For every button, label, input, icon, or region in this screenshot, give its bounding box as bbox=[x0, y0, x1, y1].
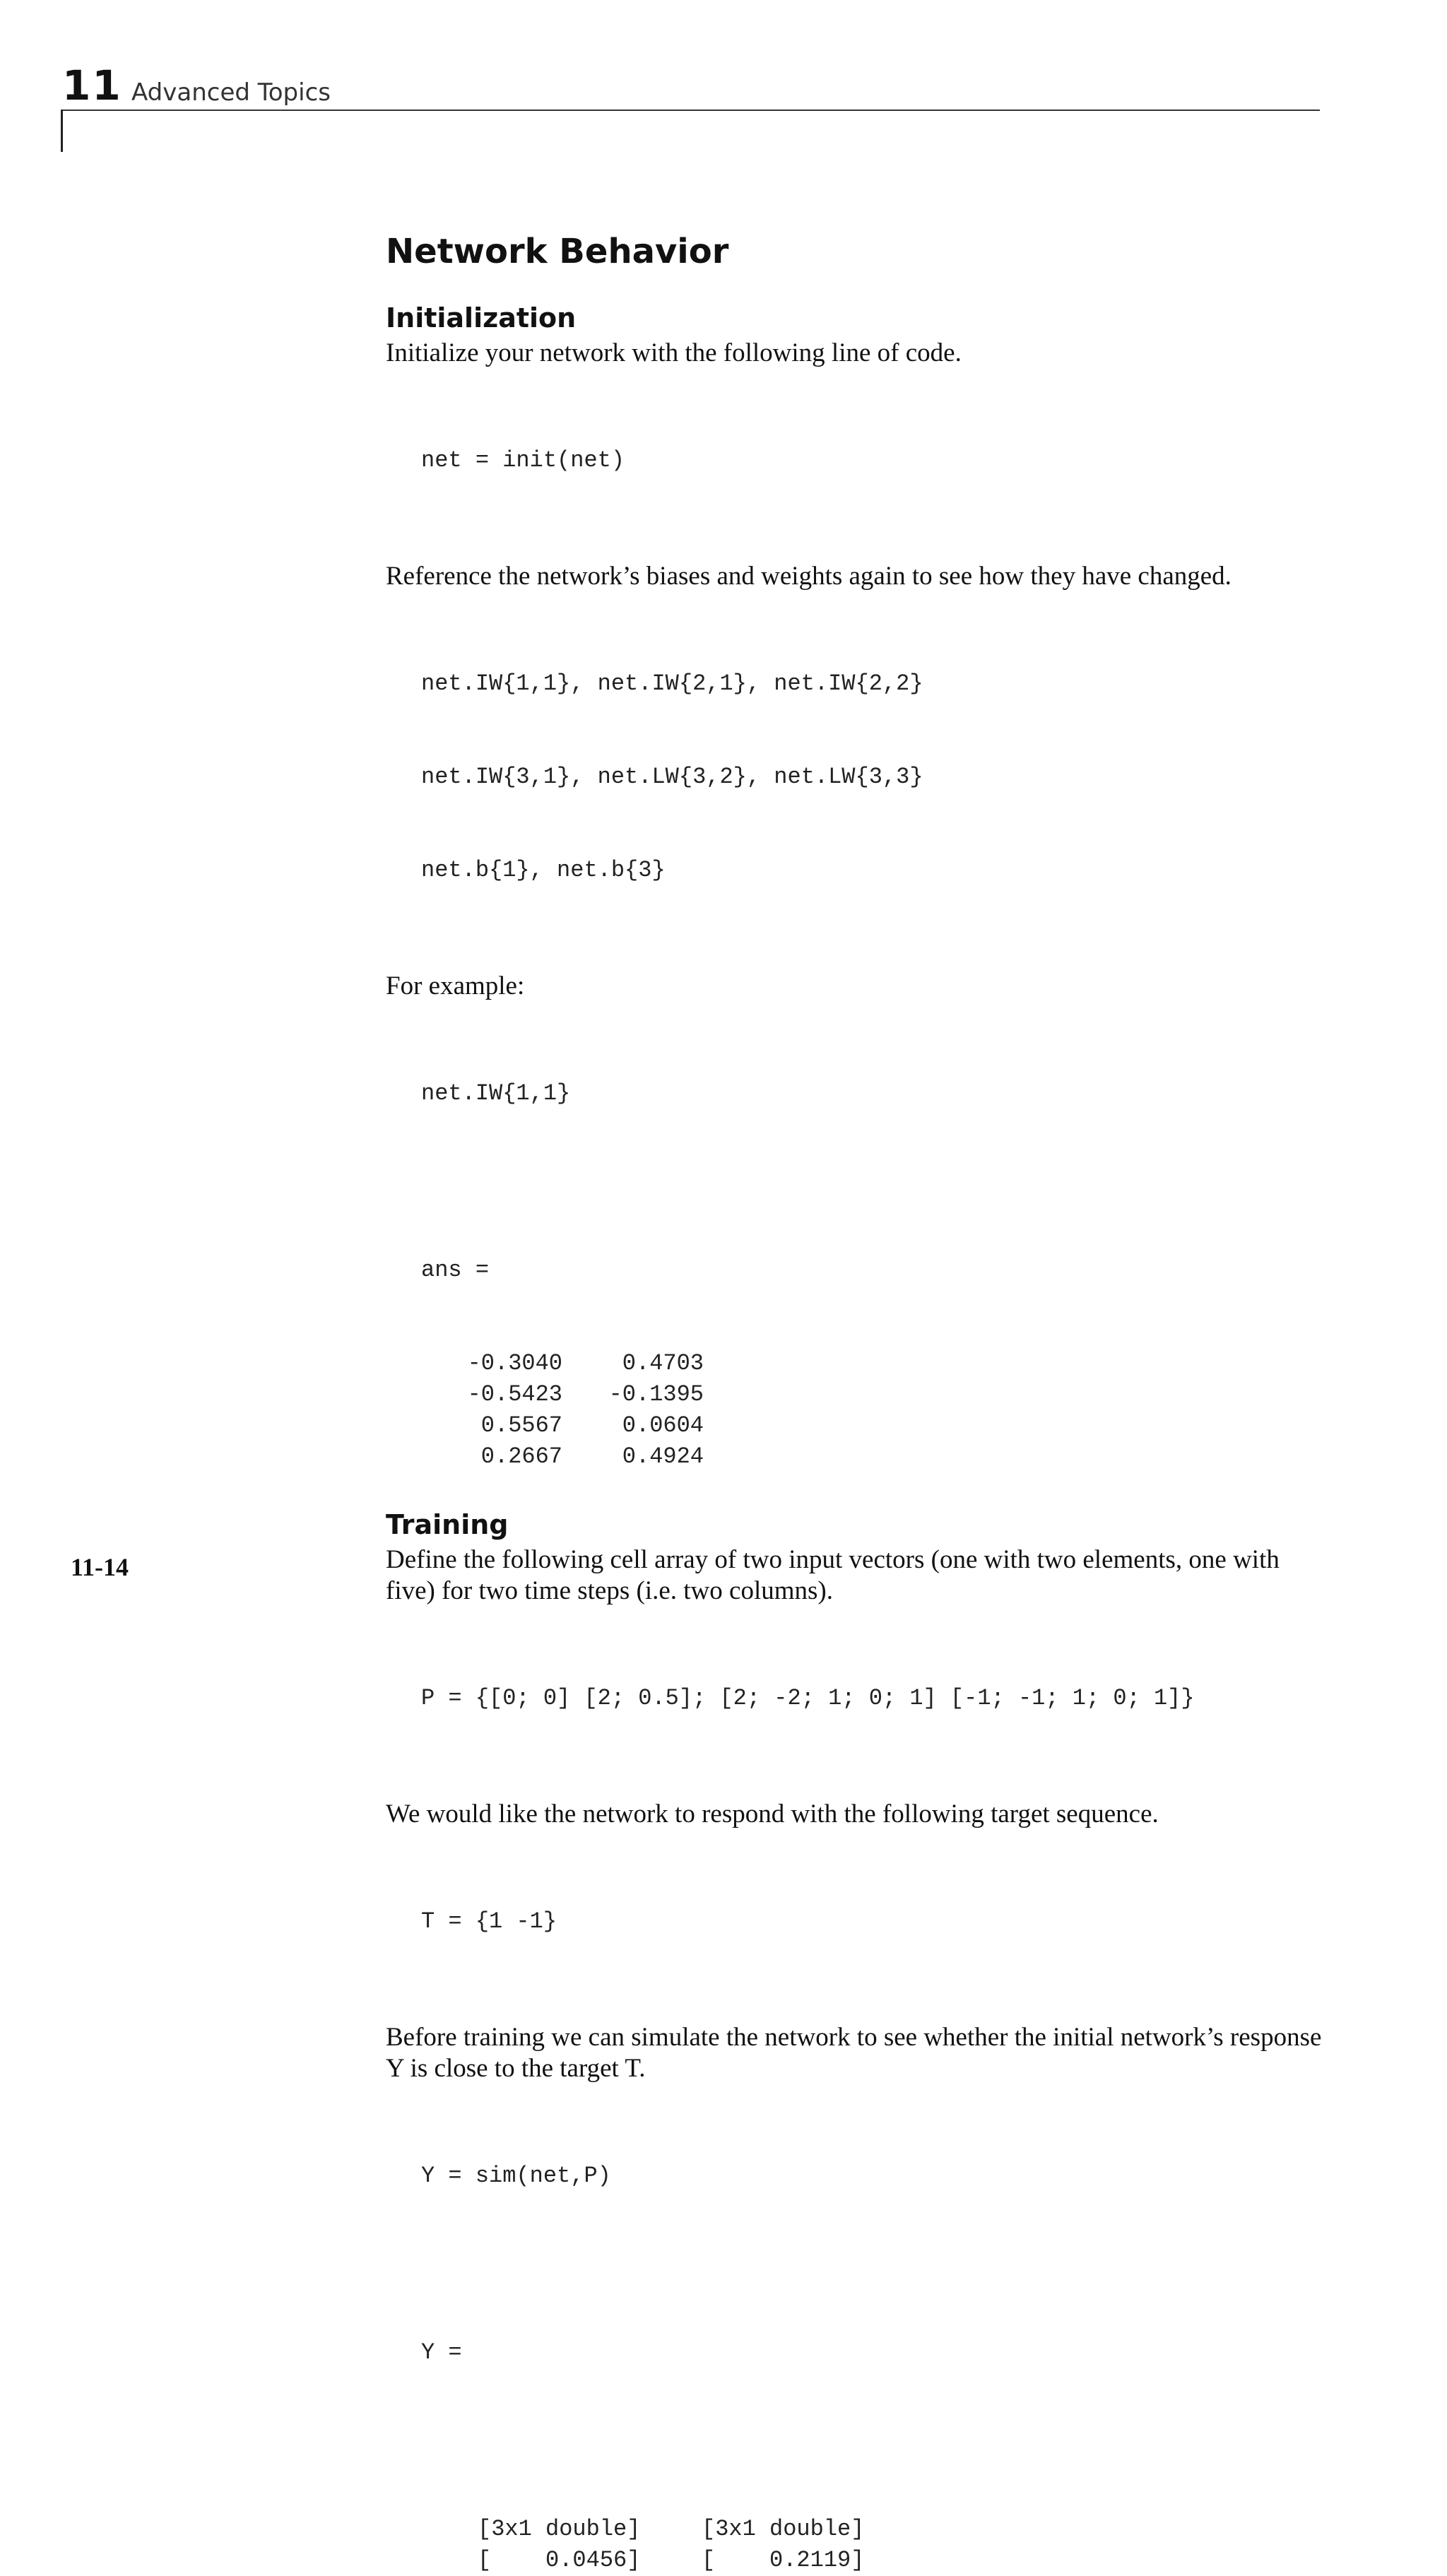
matrix-cell: 0.0604 bbox=[622, 1412, 704, 1438]
initialization-heading: Initialization bbox=[386, 302, 577, 333]
matrix-cell: 0.5567 bbox=[480, 1412, 562, 1438]
y-cell: [3x1 double] bbox=[478, 2516, 641, 2542]
simulate-text: Before training we can simulate the network to see whether the initial network’s response Y is close to the target T. bbox=[386, 2023, 1322, 2083]
code-line: net.IW{3,1}, net.LW{3,2}, net.LW{3,3} bbox=[421, 764, 923, 790]
matrix-cell: -0.5423 bbox=[467, 1381, 562, 1407]
code-line: T = {1 -1} bbox=[421, 1908, 557, 1934]
define-text: Define the following cell array of two input vectors (one with two elements, one with five) for two time steps (i.e. two columns). bbox=[386, 1545, 1280, 1605]
ans-label: ans = bbox=[421, 1257, 490, 1283]
initialization-intro: Initialize your network with the following line of code. bbox=[386, 338, 962, 367]
chapter-title: Advanced Topics bbox=[131, 78, 331, 107]
code-p bbox=[421, 1621, 1325, 1776]
section-title: Network Behavior bbox=[386, 232, 729, 271]
code-line: net = init(net) bbox=[421, 447, 625, 473]
matrix-cell: 0.2667 bbox=[480, 1443, 562, 1470]
code-references bbox=[421, 606, 1325, 948]
y-cell: [ 0.2119] bbox=[702, 2547, 865, 2573]
matrix-cell: 0.4703 bbox=[622, 1350, 704, 1376]
code-line: Y = sim(net,P) bbox=[421, 2163, 611, 2189]
page-number: 11-14 bbox=[71, 1553, 129, 1581]
y-row bbox=[421, 2514, 1325, 2545]
y-cell: [3x1 double] bbox=[702, 2516, 865, 2542]
matrix-cell: 0.4924 bbox=[622, 1443, 704, 1470]
chapter-number: 11 bbox=[62, 61, 122, 110]
ans-matrix bbox=[421, 1348, 1325, 1472]
reference-text: Reference the network’s biases and weights again to see how they have changed. bbox=[386, 562, 1232, 591]
y-row bbox=[421, 2545, 1325, 2576]
y-output-table bbox=[421, 2514, 1325, 2576]
training-heading: Training bbox=[386, 1509, 509, 1540]
page-content bbox=[386, 230, 1325, 2576]
code-gap bbox=[421, 2254, 1325, 2275]
code-line: net.IW{1,1} bbox=[421, 1080, 571, 1106]
code-sim bbox=[421, 2098, 1325, 2514]
code-gap bbox=[421, 2430, 1325, 2452]
code-example bbox=[421, 1016, 1325, 1348]
header-margin-tick bbox=[61, 110, 63, 152]
y-label: Y = bbox=[421, 2339, 462, 2365]
matrix-cell: -0.3040 bbox=[467, 1350, 562, 1376]
matrix-row bbox=[421, 1441, 1325, 1472]
code-gap bbox=[421, 1171, 1325, 1193]
matrix-row bbox=[421, 1379, 1325, 1410]
example-text: For example: bbox=[386, 971, 525, 1000]
code-line: net.IW{1,1}, net.IW{2,1}, net.IW{2,2} bbox=[421, 670, 923, 697]
code-init bbox=[421, 383, 1325, 538]
matrix-row bbox=[421, 1410, 1325, 1441]
y-cell: [ 0.0456] bbox=[478, 2547, 641, 2573]
code-t bbox=[421, 1844, 1325, 1999]
target-text: We would like the network to respond with the following target sequence. bbox=[386, 1800, 1159, 1828]
code-line: P = {[0; 0] [2; 0.5]; [2; -2; 1; 0; 1] [-1; -1; 1; 0; 1]} bbox=[421, 1685, 1195, 1711]
matrix-cell: -0.1395 bbox=[608, 1381, 704, 1407]
code-line: net.b{1}, net.b{3} bbox=[421, 857, 666, 883]
matrix-row bbox=[421, 1348, 1325, 1379]
header-rule bbox=[62, 110, 1320, 111]
